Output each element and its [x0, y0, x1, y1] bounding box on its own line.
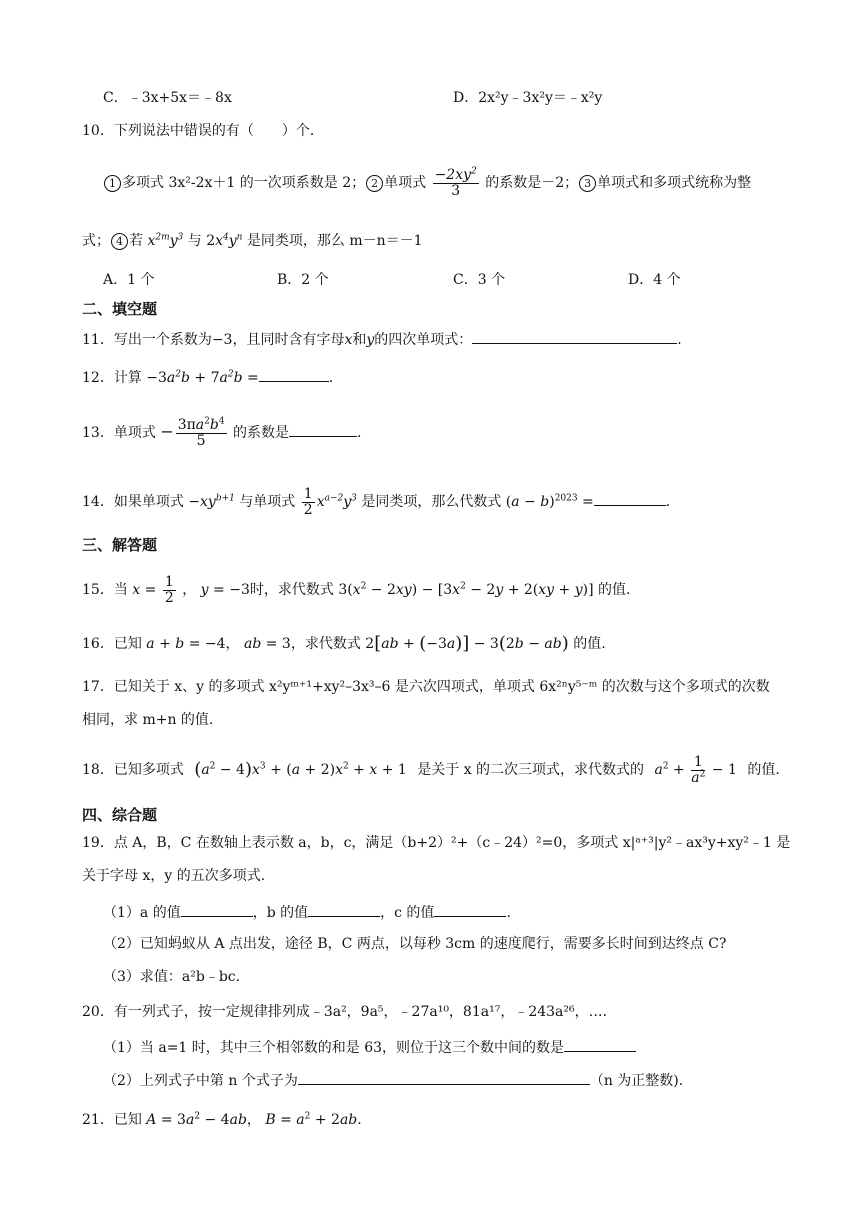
q20-part1: （1）当 a=1 时，其中三个相邻数的和是 63，则位于这三个数中间的数是: [103, 1036, 636, 1058]
q14: 14．如果单项式 $-xy^{b+1}$ 与单项式 $\frac{1}{2}$ $x^{a-2}y^3$ 是同类项，那么代数式 $(a - b)^{2023}$ = .: [82, 485, 671, 518]
circle-4-icon: 4: [111, 233, 128, 250]
math-2x4yn: $2x^4y^n$: [206, 232, 243, 249]
q19-part2: （2）已知蚂蚁从 A 点出发，途径 B，C 两点，以每秒 3cm 的速度爬行，需要多长时间到达终点 C?: [103, 936, 727, 952]
q11-answer-blank[interactable]: [472, 328, 677, 344]
q10-statements-line1: 1 多项式 3x²-2x＋1 的一次项系数是 2； 2 单项式 $\frac{-2xy^2}{3}$ 的系数是－2； 3 单项式和多项式统称为整: [103, 166, 751, 200]
math-q16-expr: 2[ab + (−3a)] − 3(2b − ab): [365, 633, 569, 654]
circle-1-icon: 1: [104, 175, 121, 192]
q9-option-c: C．﹣3x+5x＝﹣8x: [103, 90, 232, 106]
q19-line1: 19．点 A，B，C 在数轴上表示数 a，b，c，满足（b+2）²+（c﹣24）²=0，多项式 x|ᵃ⁺³|y²﹣ax³y+xy²﹣1 是: [82, 835, 791, 851]
circle-3-icon: 3: [579, 175, 596, 192]
section-heading-fill-in: 二、填空题: [82, 300, 158, 318]
q20-line1: 20．有一列式子，按一定规律排列成﹣3a²，9a⁵，﹣27a¹⁰，81a¹⁷，﹣243a²⁶，….: [82, 1004, 608, 1020]
math-q21-B: $B = a^2 + 2ab$: [265, 1111, 358, 1128]
q17-line1: 17．已知关于 x、y 的多项式 x²yᵐ⁺¹+xy²–3x³–6 是六次四项式，单项式 6x²ⁿy⁵⁻ᵐ 的次数与这个多项式的次数: [82, 679, 770, 695]
section-heading-comprehensive: 四、综合题: [82, 806, 158, 824]
q10-option-b: B．2 个: [277, 272, 329, 288]
q19-part1: （1）a 的值 ，b 的值 ，c 的值 .: [103, 901, 511, 923]
q18: 18．已知多项式 $(a^2 - 4)x^3 + (a + 2)x^2 + x + 1$ 是关于 x 的二次三项式，求代数式的 $a^2$ + $\frac{1}{a^2}$ − 1 的值.: [82, 753, 780, 786]
q19-c-blank[interactable]: [434, 901, 506, 917]
q20-part2: （2）上列式子中第 n 个式子为 （n 为正整数).: [103, 1069, 683, 1091]
math-xa2y3: $x^{a-2}y^3$: [316, 493, 357, 510]
q12-answer-blank[interactable]: [259, 366, 329, 382]
q11: 11．写出一个系数为−3，且同时含有字母x和y的四次单项式： .: [82, 328, 682, 350]
q14-answer-blank[interactable]: [594, 490, 666, 506]
q19-line2: 关于字母 x，y 的五次多项式.: [82, 868, 266, 884]
q17-line2: 相同，求 m+n 的值.: [82, 712, 214, 728]
q10-option-a: A．1 个: [103, 272, 155, 288]
math-q21-A: $A = 3a^2 - 4ab$: [146, 1111, 247, 1128]
section-heading-solve: 三、解答题: [82, 536, 158, 554]
q10-stem: 10．下列说法中错误的有（ ）个．: [82, 123, 324, 139]
q19-b-blank[interactable]: [308, 901, 380, 917]
q20-p2-blank[interactable]: [298, 1069, 590, 1085]
q10-option-c: C．3 个: [453, 272, 506, 288]
q13: 13．单项式 − $\frac{3\pi a^2b^4}{5}$ 的系数是 .: [82, 415, 362, 449]
q10-statements-line2: 式； 4 若 $x^{2m}y^3$ 与 $2x^4y^n$ 是同类项，那么 m－n＝－1: [82, 232, 423, 249]
q10-option-d: D．4 个: [628, 272, 681, 288]
q20-p1-blank[interactable]: [564, 1036, 636, 1052]
fraction-3pia2b4-over-5: $\frac{3\pi a^2b^4}{5}$: [177, 415, 225, 449]
math-q12-expr: $-3a^2b + 7a^2b$ =: [146, 369, 259, 386]
q13-answer-blank[interactable]: [289, 421, 357, 437]
math-q15-expr: $3(x^2 - 2xy) - [3x^2 - 2y + 2(xy + y)]$: [338, 581, 594, 598]
q16: 16．已知 a + b = −4， ab = 3，求代数式 2[ab + (−3a)] − 3(2b − ab) 的值.: [82, 633, 606, 654]
q21: 21．已知 $A = 3a^2 - 4ab$， $B = a^2 + 2ab$.: [82, 1111, 362, 1128]
math-neg-xy-b1: $-xy^{b+1}$: [188, 493, 235, 510]
q12: 12．计算 $-3a^2b + 7a^2b$ = .: [82, 366, 333, 388]
math-q18-poly: $(a^2 - 4)x^3 + (a + 2)x^2 + x + 1$: [194, 759, 407, 780]
q19-a-blank[interactable]: [181, 901, 253, 917]
q9-option-d: D．2x²y﹣3x²y＝﹣x²y: [453, 90, 603, 106]
fraction-one-half: $\frac{1}{2}$: [303, 485, 313, 518]
circle-2-icon: 2: [366, 175, 383, 192]
q19-part3: （3）求值：a²b﹣bc.: [103, 969, 241, 985]
math-a-minus-b-2023: $(a - b)^{2023}$ =: [505, 493, 594, 510]
math-x2my3: $x^{2m}y^3$: [147, 232, 184, 249]
fraction-x-one-half: $\frac{1}{2}$: [164, 573, 174, 606]
q15: 15．当 x = $\frac{1}{2}$ ， y = −3时，求代数式 $3(x^2 - 2xy) - [3x^2 - 2y + 2(xy + y)]$ 的值.: [82, 573, 631, 606]
math-q18-expr: $a^2$ + $\frac{1}{a^2}$ − 1: [654, 753, 737, 786]
fraction-neg2xy2-over-3: $\frac{-2xy^2}{3}$: [434, 165, 477, 199]
